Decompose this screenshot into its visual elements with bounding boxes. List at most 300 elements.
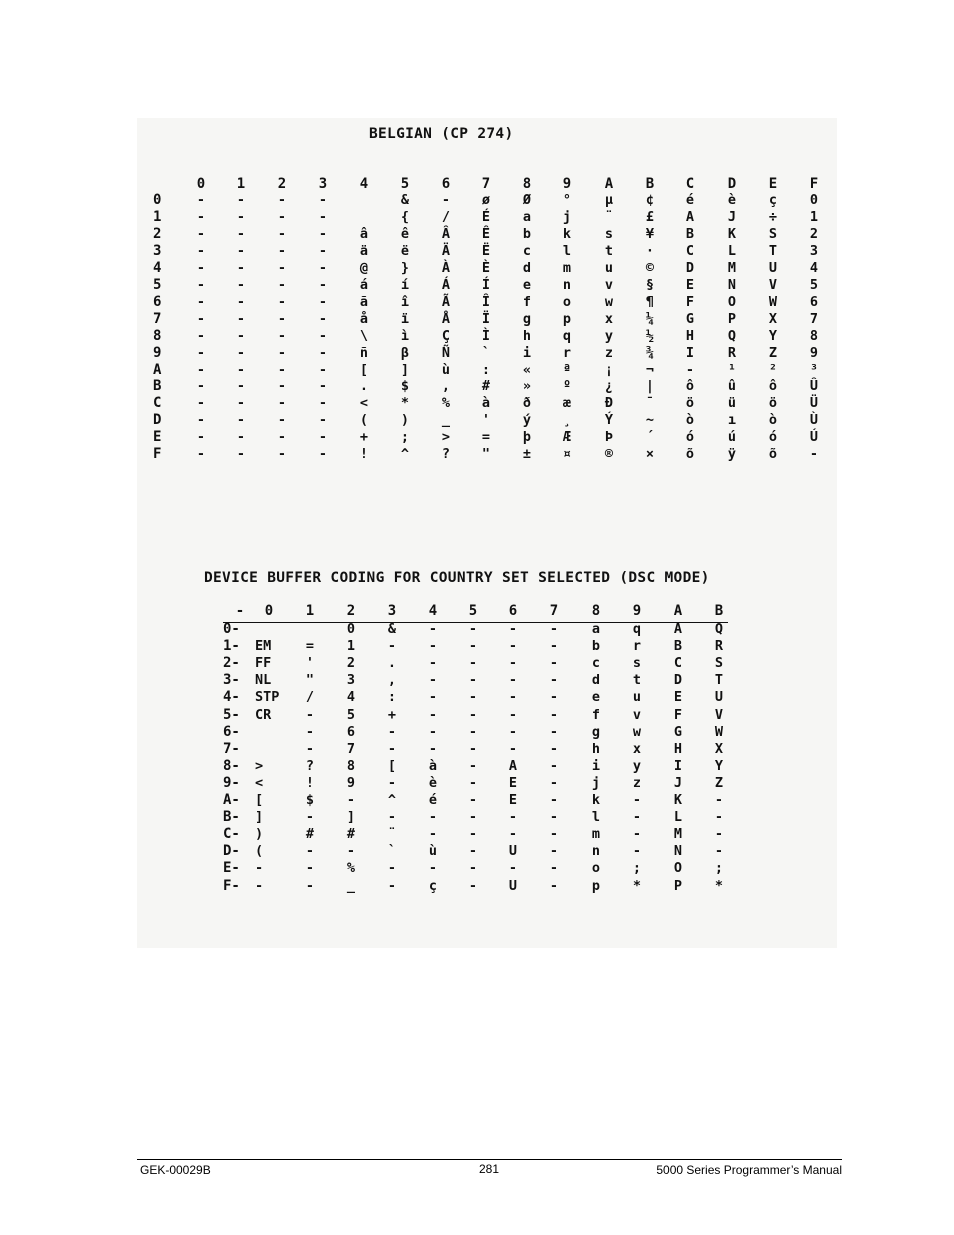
- table1-cell: æ: [562, 395, 572, 412]
- table2-cell: -: [468, 621, 478, 637]
- table2-cell: m: [591, 826, 601, 843]
- table2-cell: +: [387, 706, 397, 723]
- table1-cell: Ï: [481, 310, 491, 327]
- table1-cell: Ø: [522, 192, 532, 208]
- table1-cell: Á: [441, 276, 451, 293]
- table2-cell: ]: [346, 809, 356, 826]
- table2-cell: a: [591, 621, 601, 637]
- table1-cell: -: [236, 446, 246, 463]
- table2-cell: O: [673, 860, 683, 877]
- table1-cell: -: [318, 225, 328, 242]
- table2-row-header: A-: [223, 792, 240, 808]
- footer-doc-id: GEK-00029B: [140, 1163, 211, 1177]
- table1-cell: f: [522, 293, 532, 310]
- table2-cell: -: [387, 740, 397, 757]
- table1-cell: v: [604, 276, 614, 293]
- table2-cell: 3: [346, 672, 356, 689]
- table1-cell: ]: [400, 361, 410, 378]
- table1-cell: -: [236, 327, 246, 344]
- table1-cell: ¹: [727, 361, 737, 378]
- table2-row-header: 7-: [223, 740, 240, 757]
- table1-cell: β: [400, 344, 410, 361]
- table1-cell: ı: [727, 412, 737, 429]
- table1-cell: -: [809, 446, 819, 463]
- table1-cell: -: [236, 259, 246, 276]
- table1-cell: A: [685, 208, 695, 225]
- table2-cell: Y: [714, 757, 724, 774]
- table1-cell: À: [441, 259, 451, 276]
- table2-cell: -: [549, 706, 559, 723]
- table1-cell: &: [400, 192, 410, 208]
- table2-cell: -: [387, 723, 397, 740]
- table1-cell: ¨: [604, 208, 614, 225]
- table1-row-header: D: [153, 412, 162, 429]
- table2-cell: -: [549, 689, 559, 706]
- table1-cell: -: [236, 225, 246, 242]
- table1-cell: ¤: [562, 446, 572, 463]
- table2-cell: C: [673, 655, 683, 672]
- table2-col-header: A: [673, 603, 683, 619]
- table1-cell: ): [400, 412, 410, 429]
- table1-cell: è: [727, 192, 737, 208]
- table1-cell: S: [768, 225, 778, 242]
- table2-cell: -: [428, 860, 438, 877]
- table2-cell: ç: [428, 877, 438, 894]
- table1-cell: 4: [809, 259, 819, 276]
- table1-cell: ¥: [645, 225, 655, 242]
- table2-cell: -: [468, 774, 478, 791]
- table1-cell: ñ: [359, 344, 369, 361]
- table2-cell: ]: [255, 809, 264, 826]
- table1-col-header: C: [685, 176, 695, 192]
- table2-cell: -: [387, 877, 397, 894]
- table1-cell: ª: [562, 361, 572, 378]
- table1-cell: -: [277, 446, 287, 463]
- table2-cell: -: [549, 621, 559, 637]
- table2-cell: -: [549, 809, 559, 826]
- table1-cell: á: [359, 276, 369, 293]
- table1-cell: P: [727, 310, 737, 327]
- table1-cell: -: [196, 361, 206, 378]
- table1-cell: -: [318, 446, 328, 463]
- table1-cell: î: [400, 293, 410, 310]
- table1-row-header: B: [153, 378, 162, 395]
- table2-cell: P: [673, 877, 683, 894]
- table1-cell: «: [522, 361, 532, 378]
- table2-cell: -: [428, 826, 438, 843]
- table1-cell: g: [522, 310, 532, 327]
- table2-cell: -: [428, 638, 438, 655]
- table2-cell: =: [305, 638, 315, 655]
- table1-row-header: F: [153, 446, 162, 463]
- table1-cell: Í: [481, 276, 491, 293]
- table1-cell: ´: [645, 429, 655, 446]
- table1-cell: -: [236, 293, 246, 310]
- table1-cell: Ç: [441, 327, 451, 344]
- table2-cell: -: [468, 706, 478, 723]
- table2-col-header: 5: [468, 603, 478, 619]
- table2-cell: K: [673, 792, 683, 808]
- table1-cell: p: [562, 310, 572, 327]
- table1-cell: 2: [809, 225, 819, 242]
- table2-col-header: B: [714, 603, 724, 619]
- table1-cell: é: [685, 192, 695, 208]
- table2-cell: g: [591, 723, 601, 740]
- table1-cell: -: [236, 276, 246, 293]
- table2-cell: U: [508, 843, 518, 860]
- table2-cell: -: [305, 843, 315, 860]
- table2-cell: -: [549, 792, 559, 808]
- table1-row-header: A: [153, 361, 162, 378]
- table2-cell: -: [428, 672, 438, 689]
- table2-cell: U: [714, 689, 724, 706]
- table2-cell: o: [591, 860, 601, 877]
- table1-cell: 3: [809, 242, 819, 259]
- table1-cell: ó: [768, 429, 778, 446]
- table1-cell: -: [318, 395, 328, 412]
- table2-cell: E: [508, 792, 518, 808]
- table2-cell: -: [549, 843, 559, 860]
- table1-cell: -: [196, 310, 206, 327]
- table2-cell: 1: [346, 638, 356, 655]
- table2-cell: 9: [346, 774, 356, 791]
- table2-cell: U: [508, 877, 518, 894]
- table2-cell: -: [428, 689, 438, 706]
- table2-cell: ': [305, 655, 315, 672]
- table1-cell: !: [359, 446, 369, 463]
- table1-cell: Y: [768, 327, 778, 344]
- table1-cell: $: [400, 378, 410, 395]
- table2-cell: -: [549, 638, 559, 655]
- table1-cell: Â: [441, 225, 451, 242]
- table1-cell: -: [236, 412, 246, 429]
- table2-cell: -: [632, 843, 642, 860]
- table2-cell: j: [591, 774, 601, 791]
- table1-row-header: 5: [153, 276, 162, 293]
- table1-cell: Ä: [441, 242, 451, 259]
- table2-cell: à: [428, 757, 438, 774]
- table2-cell: -: [508, 655, 518, 672]
- table2-cell: 4: [346, 689, 356, 706]
- table1-col-header: A: [604, 176, 614, 192]
- table1-cell: -: [277, 412, 287, 429]
- table2-cell: 8: [346, 757, 356, 774]
- table1-cell: -: [277, 293, 287, 310]
- table2-row-header: F-: [223, 877, 240, 894]
- table1-title: BELGIAN (CP 274): [369, 126, 514, 142]
- table2-cell: -: [387, 860, 397, 877]
- table1-cell: T: [768, 242, 778, 259]
- table1-cell: -: [196, 293, 206, 310]
- table2-cell: ^: [387, 792, 397, 808]
- table1-cell: N: [727, 276, 737, 293]
- table2-cell: -: [428, 655, 438, 672]
- table2-cell: A: [673, 621, 683, 637]
- table2-cell: E: [508, 774, 518, 791]
- table1-cell: (: [359, 412, 369, 429]
- table2-cell: b: [591, 638, 601, 655]
- table1-cell: -: [236, 429, 246, 446]
- table1-cell: ¶: [645, 293, 655, 310]
- table2-cell: W: [714, 723, 724, 740]
- table2-cell: STP: [255, 689, 280, 706]
- table2-cell: -: [549, 740, 559, 757]
- table2-cell: ;: [714, 860, 724, 877]
- table1-col-header: 8: [522, 176, 532, 192]
- table2-cell: -: [468, 638, 478, 655]
- table2-cell: `: [387, 843, 397, 860]
- table1-cell: O: [727, 293, 737, 310]
- table2-cell: M: [673, 826, 683, 843]
- table2-cell: J: [673, 774, 683, 791]
- table2-cell: V: [714, 706, 724, 723]
- table2-row-header: 2-: [223, 655, 240, 672]
- table1-cell: -: [277, 276, 287, 293]
- table1-cell: -: [318, 327, 328, 344]
- table2-cell: F: [673, 706, 683, 723]
- table1-cell: s: [604, 225, 614, 242]
- table1-cell: %: [441, 395, 451, 412]
- table1-cell: í: [400, 276, 410, 293]
- table2-cell: -: [508, 638, 518, 655]
- table1-cell: ": [481, 446, 491, 463]
- table1-cell: ä: [359, 242, 369, 259]
- table1-cell: ;: [400, 429, 410, 446]
- table1-cell: L: [727, 242, 737, 259]
- table1-cell: ×: [645, 446, 655, 463]
- table2-cell: -: [468, 655, 478, 672]
- table1-col-header: F: [809, 176, 819, 192]
- footer-page-number: 281: [479, 1162, 500, 1176]
- table2-cell: Q: [714, 621, 724, 637]
- table1-cell: =: [481, 429, 491, 446]
- table2-cell: -: [305, 706, 315, 723]
- table2-cell: Z: [714, 774, 724, 791]
- table2-cell: -: [305, 809, 315, 826]
- table2-cell: -: [714, 826, 724, 843]
- table1-row-header: E: [153, 429, 162, 446]
- table1-cell: r: [562, 344, 572, 361]
- table1-cell: 0: [809, 192, 819, 208]
- table1-cell: -: [196, 412, 206, 429]
- table1-cell: -: [318, 192, 328, 208]
- table2-cell: 7: [346, 740, 356, 757]
- table2-cell: *: [714, 877, 724, 894]
- table2-col-header: 8: [591, 603, 601, 619]
- table1-cell: W: [768, 293, 778, 310]
- table2-cell: -: [549, 774, 559, 791]
- table1-cell: D: [685, 259, 695, 276]
- table2-cell: $: [305, 792, 315, 808]
- table2-title: DEVICE BUFFER CODING FOR COUNTRY SET SELECTED (DSC MODE): [204, 570, 710, 586]
- table2-col-header: 3: [387, 603, 397, 619]
- table1-cell: ÷: [768, 208, 778, 225]
- table1-col-header: E: [768, 176, 778, 192]
- table2-row-header: D-: [223, 843, 240, 860]
- table2-row-header: 6-: [223, 723, 240, 740]
- table1-cell: -: [236, 242, 246, 259]
- table2-col-header: 1: [305, 603, 315, 619]
- table1-cell: ú: [727, 429, 737, 446]
- table1-cell: B: [685, 225, 695, 242]
- table1-cell: ô: [768, 378, 778, 395]
- table1-row-header: 4: [153, 259, 162, 276]
- table2-cell: -: [428, 740, 438, 757]
- table1-cell: U: [768, 259, 778, 276]
- table2-cell: X: [714, 740, 724, 757]
- table1-cell: ¿: [604, 378, 614, 395]
- table1-cell: â: [359, 225, 369, 242]
- footer-manual-title: 5000 Series Programmer’s Manual: [656, 1163, 842, 1177]
- table1-cell: -: [196, 344, 206, 361]
- table1-cell: ¯: [645, 395, 655, 412]
- table2-cell: -: [549, 877, 559, 894]
- table2-cell: ,: [387, 672, 397, 689]
- table2-cell: h: [591, 740, 601, 757]
- table1-cell: x: [604, 310, 614, 327]
- table1-cell: e: [522, 276, 532, 293]
- table1-cell: ë: [400, 242, 410, 259]
- table2-cell: -: [468, 689, 478, 706]
- table2-col-header: 9: [632, 603, 642, 619]
- table1-cell: -: [236, 310, 246, 327]
- table1-cell: J: [727, 208, 737, 225]
- table2-cell: S: [714, 655, 724, 672]
- table1-cell: å: [359, 310, 369, 327]
- table2-cell: -: [549, 655, 559, 672]
- table1-cell: -: [196, 446, 206, 463]
- table1-cell: Þ: [604, 429, 614, 446]
- table1-cell: ï: [400, 310, 410, 327]
- table2-cell: >: [255, 757, 264, 774]
- table2-cell: -: [508, 672, 518, 689]
- table2-cell: N: [673, 843, 683, 860]
- table2-cell: t: [632, 672, 642, 689]
- table2-row-header: 9-: [223, 774, 240, 791]
- table2-cell: -: [346, 792, 356, 808]
- table1-cell: n: [562, 276, 572, 293]
- table1-cell: }: [400, 259, 410, 276]
- table1-cell: -: [196, 208, 206, 225]
- table2-cell: -: [508, 706, 518, 723]
- table2-cell: I: [673, 757, 683, 774]
- table1-cell: *: [400, 395, 410, 412]
- table2-cell: 6: [346, 723, 356, 740]
- table1-cell: Û: [809, 378, 819, 395]
- table1-cell: R: [727, 344, 737, 361]
- table2-cell: -: [508, 723, 518, 740]
- table1-cell: j: [562, 208, 572, 225]
- table2-cell: L: [673, 809, 683, 826]
- table1-cell: Ñ: [441, 344, 451, 361]
- table1-cell: -: [277, 378, 287, 395]
- table1-cell: -: [196, 242, 206, 259]
- table2-cell: i: [591, 757, 601, 774]
- table2-cell: -: [632, 826, 642, 843]
- table1-cell: -: [196, 327, 206, 344]
- table2-cell: -: [508, 860, 518, 877]
- table1-cell: -: [196, 395, 206, 412]
- table2-cell: #: [305, 826, 315, 843]
- table1-cell: -: [196, 378, 206, 395]
- table1-cell: Z: [768, 344, 778, 361]
- table2-cell: -: [305, 860, 315, 877]
- table1-cell: ©: [645, 259, 655, 276]
- table2-cell: -: [714, 792, 724, 808]
- table1-cell: 8: [809, 327, 819, 344]
- table1-cell: -: [318, 310, 328, 327]
- table1-cell: ¢: [645, 192, 655, 208]
- table2-row-header: B-: [223, 809, 240, 826]
- table2-cell: y: [632, 757, 642, 774]
- table2-cell: -: [632, 809, 642, 826]
- table2-col-header: 2: [346, 603, 356, 619]
- table1-cell: ±: [522, 446, 532, 463]
- table1-cell: ¼: [645, 310, 655, 327]
- table2-cell: u: [632, 689, 642, 706]
- table1-cell: -: [236, 361, 246, 378]
- table1-cell: E: [685, 276, 695, 293]
- table1-cell: h: [522, 327, 532, 344]
- table1-cell: ¸: [562, 412, 572, 429]
- table1-cell: @: [359, 259, 369, 276]
- table1-cell: t: [604, 242, 614, 259]
- table2-cell: -: [508, 689, 518, 706]
- table1-col-header: B: [645, 176, 655, 192]
- table2-cell: -: [549, 723, 559, 740]
- table1-cell: -: [236, 192, 246, 208]
- table2-col-header: 0: [264, 603, 274, 619]
- table1-cell: z: [604, 344, 614, 361]
- table2-col-header: 4: [428, 603, 438, 619]
- table1-cell: \: [359, 327, 369, 344]
- table1-col-header: 5: [400, 176, 410, 192]
- table2-cell: !: [305, 774, 315, 791]
- table1-cell: H: [685, 327, 695, 344]
- table2-cell: FF: [255, 655, 272, 672]
- table1-cell: 1: [809, 208, 819, 225]
- table2-cell: -: [468, 843, 478, 860]
- table2-cell: -: [508, 826, 518, 843]
- table1-cell: X: [768, 310, 778, 327]
- table2-col-header: -: [235, 603, 245, 619]
- table1-cell: ò: [768, 412, 778, 429]
- table2-cell: A: [508, 757, 518, 774]
- table1-cell: {: [400, 208, 410, 225]
- table1-cell: Ì: [481, 327, 491, 344]
- table1-cell: Î: [481, 293, 491, 310]
- table2-cell: -: [714, 843, 724, 860]
- table2-cell: ù: [428, 843, 438, 860]
- table1-cell: ®: [604, 446, 614, 463]
- table1-cell: M: [727, 259, 737, 276]
- table2-cell: 0: [346, 621, 356, 637]
- table1-row-header: 7: [153, 310, 162, 327]
- table2-cell: -: [387, 638, 397, 655]
- table1-cell: à: [481, 395, 491, 412]
- table1-row-header: C: [153, 395, 162, 412]
- table1-cell: -: [196, 259, 206, 276]
- table2-cell: l: [591, 809, 601, 826]
- table1-col-header: 9: [562, 176, 572, 192]
- table1-cell: ö: [768, 395, 778, 412]
- table2-cell: -: [714, 809, 724, 826]
- table1-col-header: D: [727, 176, 737, 192]
- table1-cell: i: [522, 344, 532, 361]
- table2-cell: c: [591, 655, 601, 672]
- table2-cell: -: [387, 774, 397, 791]
- table1-cell: C: [685, 242, 695, 259]
